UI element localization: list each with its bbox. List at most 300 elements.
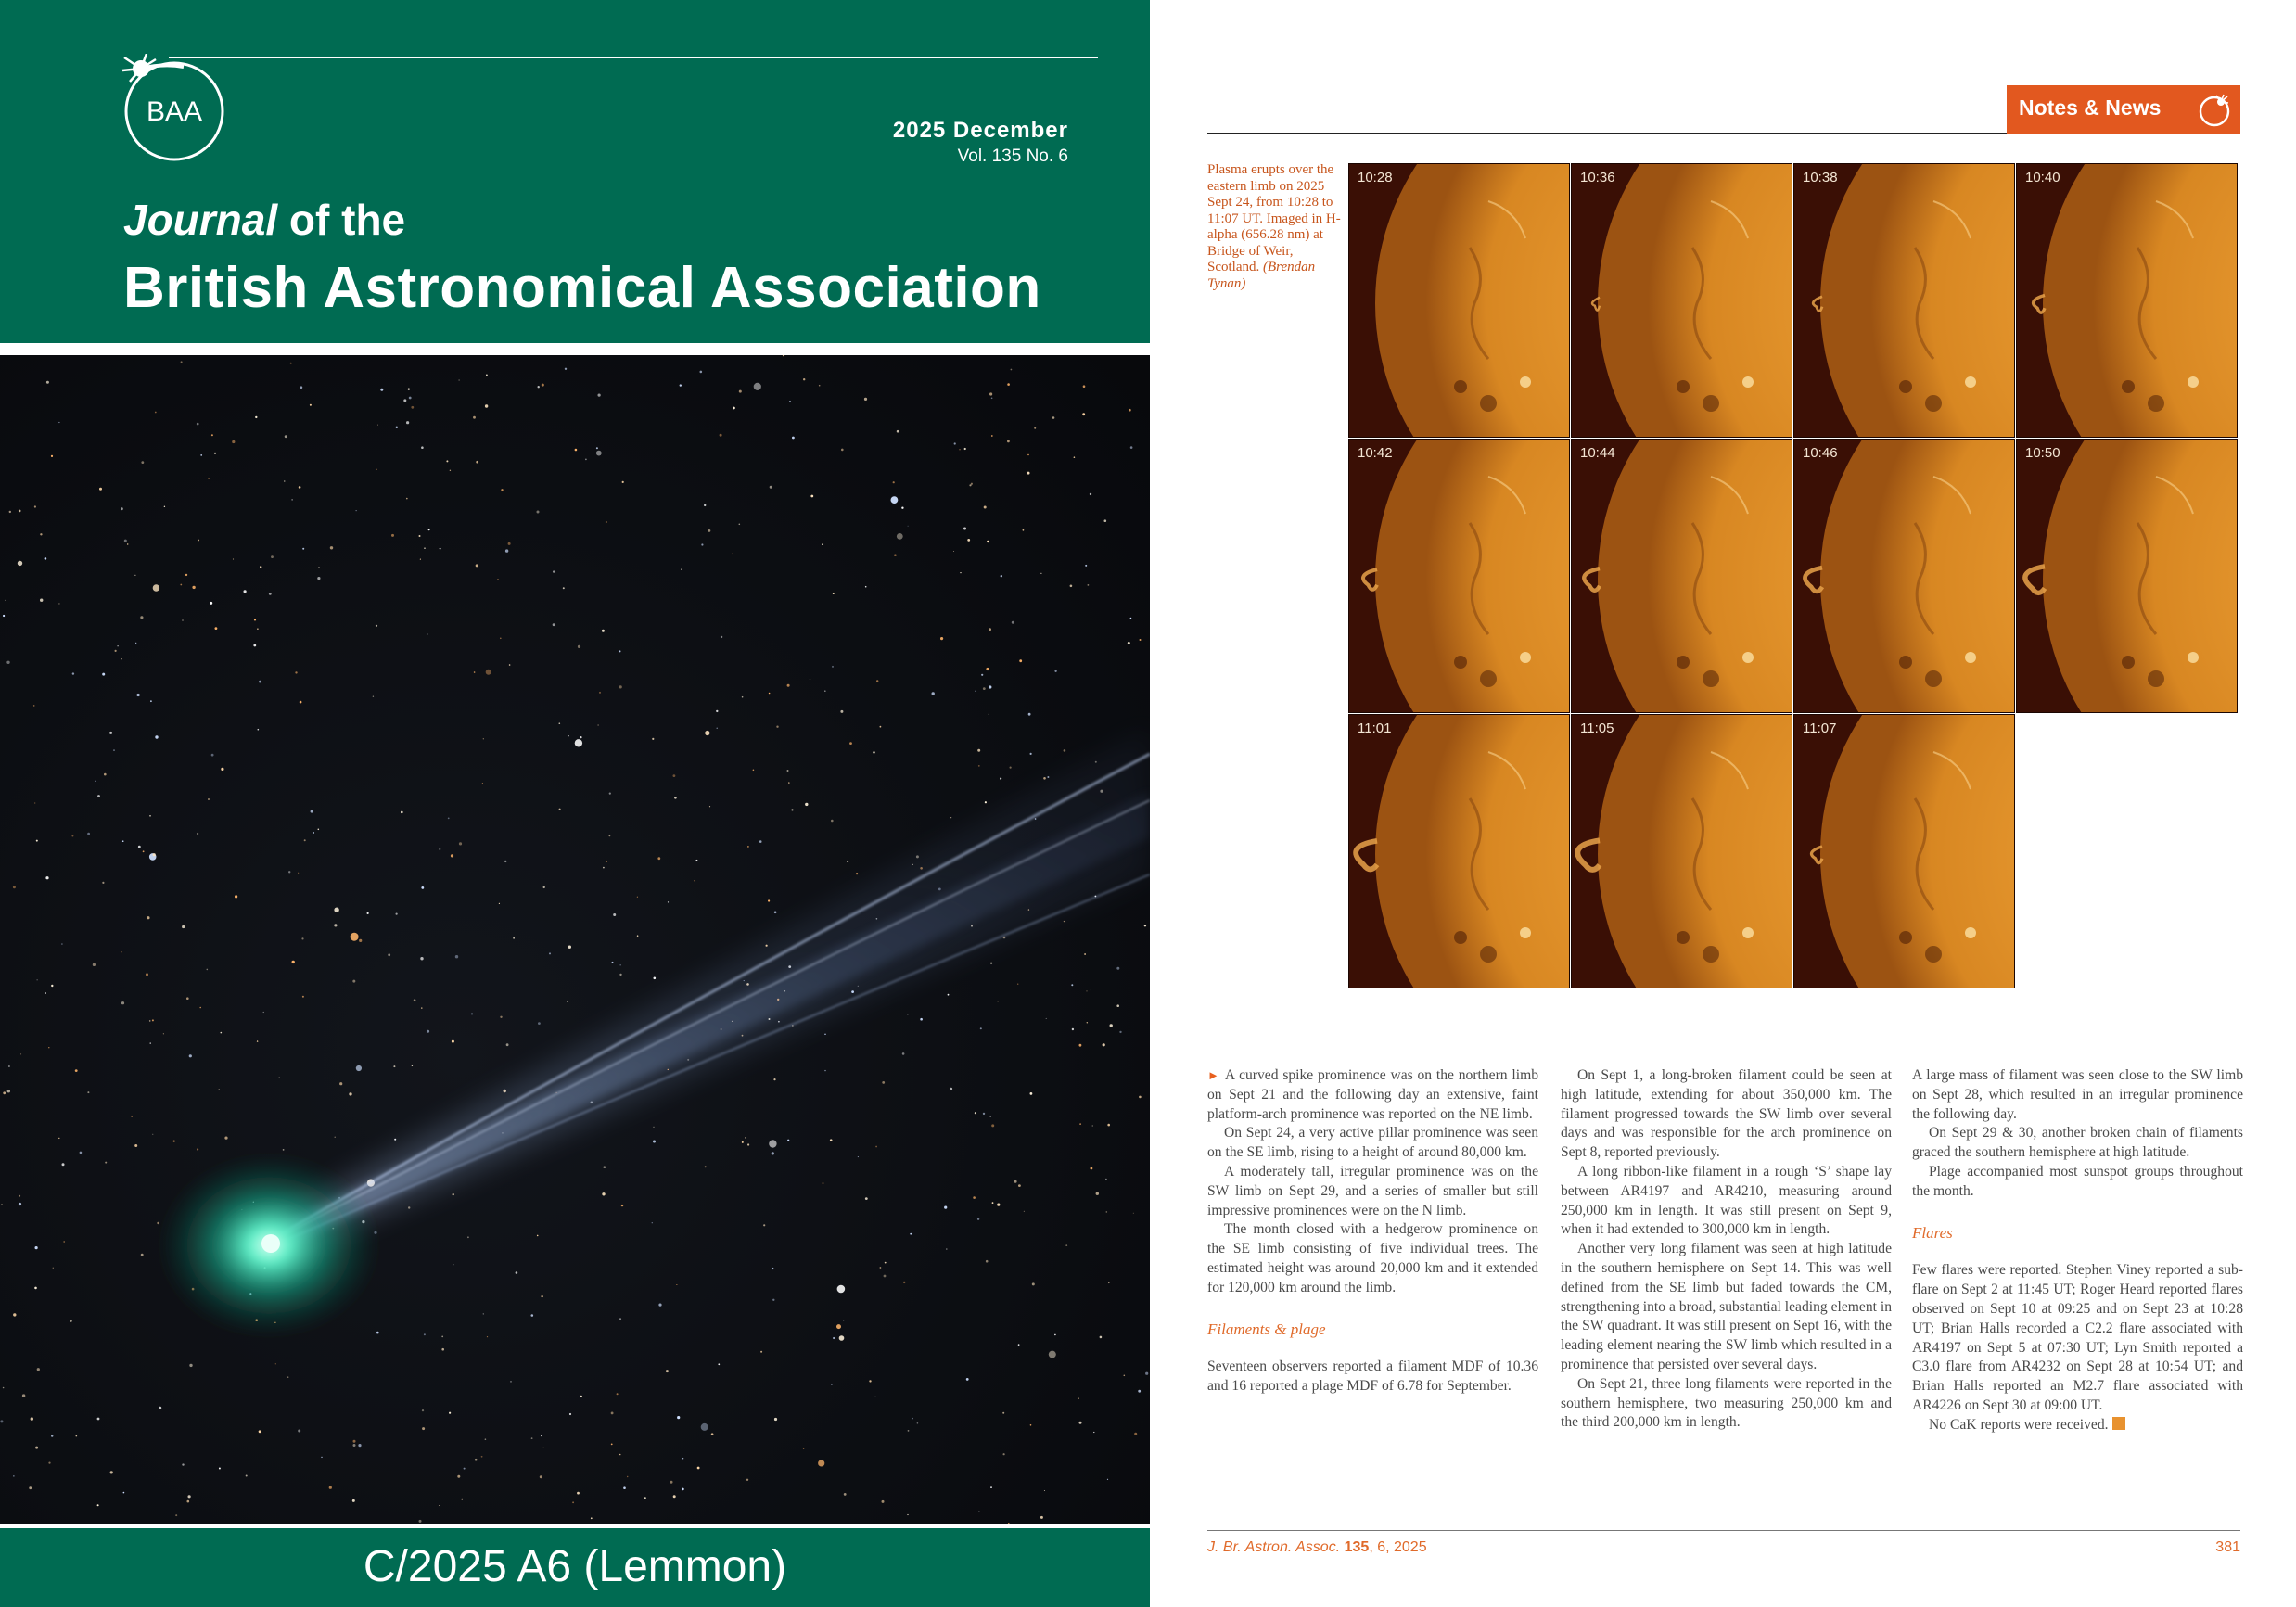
sun-frame — [1571, 163, 1792, 438]
of-the-word: of the — [277, 196, 406, 244]
star — [475, 1459, 478, 1461]
star — [932, 692, 935, 695]
star — [1087, 990, 1088, 991]
star — [621, 1205, 623, 1206]
star — [602, 1192, 605, 1195]
star — [903, 1282, 905, 1283]
star — [152, 1134, 153, 1135]
star — [1130, 618, 1132, 619]
star — [1011, 369, 1013, 371]
star — [335, 1137, 336, 1138]
star — [553, 570, 555, 572]
star — [1017, 984, 1018, 985]
star — [358, 1444, 361, 1447]
paragraph: Plage accompanied most sunspot groups throughout the month. — [1912, 1163, 2243, 1199]
star — [441, 1348, 444, 1351]
star — [1072, 1028, 1074, 1030]
star — [37, 979, 38, 980]
star — [849, 742, 852, 745]
star — [1096, 1192, 1099, 1195]
star — [1030, 1424, 1032, 1426]
star — [487, 1336, 488, 1337]
star — [747, 1143, 749, 1145]
star — [940, 637, 943, 640]
star — [1107, 1479, 1108, 1480]
star — [977, 749, 980, 752]
star — [902, 1052, 905, 1055]
star — [48, 1047, 49, 1048]
star — [211, 434, 213, 436]
star — [637, 935, 639, 937]
star — [509, 664, 511, 666]
star — [19, 1195, 20, 1197]
star — [652, 738, 654, 740]
star — [1014, 1180, 1017, 1183]
star — [609, 835, 611, 837]
star — [87, 1091, 89, 1093]
star — [45, 557, 47, 560]
star — [380, 389, 383, 391]
star — [989, 1116, 991, 1117]
star — [1007, 383, 1010, 386]
star — [122, 840, 124, 842]
star — [207, 969, 209, 971]
star — [1030, 753, 1032, 755]
star — [97, 1418, 100, 1421]
end-mark-icon — [2112, 1417, 2125, 1430]
star — [841, 449, 844, 452]
star — [58, 603, 59, 604]
star — [3, 1387, 5, 1389]
star — [146, 973, 148, 976]
star — [580, 1396, 582, 1397]
logo-text: BAA — [146, 96, 203, 127]
star — [1145, 1372, 1148, 1375]
star — [897, 430, 899, 433]
star — [35, 1246, 38, 1249]
figure-credit: (Brendan Tynan) — [1207, 260, 1316, 291]
star — [1002, 1412, 1004, 1414]
star — [20, 1053, 21, 1054]
star — [1108, 1282, 1109, 1283]
star — [666, 1370, 669, 1372]
star — [302, 996, 304, 998]
star — [483, 738, 484, 739]
star — [422, 1427, 425, 1430]
star — [975, 691, 976, 692]
star — [908, 1430, 910, 1432]
star — [598, 394, 601, 397]
star — [187, 1500, 190, 1503]
star — [37, 1368, 40, 1371]
star — [152, 1019, 154, 1021]
star — [61, 943, 63, 945]
article-page — [1150, 0, 2296, 1607]
star — [840, 710, 843, 713]
star — [127, 543, 128, 544]
star — [1040, 573, 1041, 574]
star — [283, 1149, 285, 1151]
star — [619, 1318, 621, 1320]
sun-frame — [1571, 714, 1792, 988]
star — [182, 619, 183, 620]
star — [150, 700, 152, 702]
star — [29, 1486, 32, 1489]
star — [987, 541, 989, 542]
star — [182, 1463, 184, 1465]
star — [617, 1393, 619, 1395]
star — [858, 1156, 859, 1157]
star — [875, 1146, 877, 1148]
star — [680, 384, 682, 386]
star — [449, 1412, 451, 1414]
star — [990, 1486, 992, 1488]
star — [391, 534, 394, 537]
star — [424, 548, 425, 549]
star — [124, 540, 127, 542]
sun-disc — [1598, 715, 1792, 988]
star — [153, 584, 159, 591]
star — [538, 386, 540, 388]
star — [653, 1127, 654, 1128]
star — [577, 1492, 580, 1495]
star — [45, 992, 46, 994]
star — [910, 1233, 912, 1235]
star — [40, 599, 43, 602]
star — [893, 481, 895, 483]
star — [1019, 659, 1022, 662]
star — [598, 724, 599, 725]
citation-issue-year: , 6, 2025 — [1369, 1539, 1427, 1555]
star — [474, 671, 476, 673]
paragraph: On Sept 24, a very active pillar prominence was seen on the SE limb, rising to a height of around 80,000 km. — [1207, 1125, 1538, 1161]
star — [1047, 776, 1049, 778]
star — [149, 815, 151, 817]
star — [376, 469, 377, 471]
star — [182, 925, 185, 928]
star — [200, 454, 202, 456]
star — [787, 684, 790, 687]
volume-number: Vol. 135 No. 6 — [957, 147, 1068, 166]
star — [451, 854, 453, 857]
frame-timestamp: 10:40 — [2025, 170, 2060, 185]
star — [833, 1337, 835, 1339]
paragraph: On Sept 1, a long-broken filament could be seen at high latitude, extending for about 350,000 km. The filament progressed towards the SW limb over several days and was responsible for the arch prominence on Sept 8, reported previously. — [1561, 1067, 1892, 1161]
star — [701, 1423, 708, 1431]
star — [258, 729, 260, 731]
star — [788, 782, 790, 784]
star — [700, 371, 703, 374]
star — [485, 1438, 487, 1440]
star — [3, 1091, 6, 1094]
star — [150, 1042, 151, 1043]
star — [1040, 1516, 1043, 1519]
paragraph: A moderately tall, irregular prominence was on the SW limb on Sept 29, and a series of smaller but still impressive prominences were on the N limb. — [1207, 1163, 1538, 1218]
star — [138, 846, 141, 848]
sun-frame — [2016, 163, 2238, 438]
star — [1107, 1124, 1110, 1127]
star — [832, 666, 834, 668]
star — [823, 1182, 824, 1184]
star — [441, 1336, 443, 1338]
star — [260, 566, 261, 568]
star — [1088, 584, 1090, 586]
star — [235, 895, 237, 898]
star — [76, 1435, 78, 1437]
figure-caption — [1207, 162, 1345, 292]
star — [140, 616, 143, 619]
page-number: 381 — [2215, 1539, 2240, 1555]
star — [269, 593, 272, 595]
star — [310, 404, 312, 406]
star — [1129, 409, 1131, 412]
sun-frame — [1793, 439, 2015, 713]
star — [721, 636, 722, 638]
star — [299, 486, 301, 489]
star — [954, 442, 956, 444]
star — [575, 449, 578, 452]
star — [920, 1018, 923, 1021]
star — [476, 564, 478, 567]
star — [882, 1500, 885, 1503]
star — [18, 561, 22, 566]
star — [1138, 1390, 1141, 1393]
star — [1001, 575, 1002, 577]
star — [467, 1236, 469, 1238]
star — [173, 1141, 175, 1142]
star — [292, 961, 295, 963]
star — [406, 498, 408, 500]
star — [1064, 749, 1066, 752]
star — [159, 1407, 161, 1409]
star — [284, 480, 285, 481]
star — [1092, 1125, 1093, 1126]
sun-icon — [2196, 92, 2233, 129]
star — [287, 1377, 288, 1378]
star — [406, 421, 409, 424]
star — [739, 390, 742, 393]
star — [978, 765, 980, 767]
star — [1116, 967, 1119, 970]
star — [596, 451, 602, 456]
star — [199, 1007, 201, 1009]
star — [622, 481, 624, 483]
star — [980, 1027, 982, 1029]
star — [963, 528, 966, 530]
star — [219, 1089, 220, 1090]
star — [97, 1504, 99, 1506]
star — [275, 1363, 276, 1364]
star — [837, 1285, 846, 1294]
star — [461, 1499, 463, 1500]
sun-disc-image — [1349, 440, 1569, 712]
star — [599, 692, 601, 694]
star — [373, 696, 374, 697]
star — [985, 801, 987, 803]
star — [19, 510, 21, 513]
star — [542, 1295, 543, 1297]
star — [180, 584, 182, 586]
frame-timestamp: 10:36 — [1580, 170, 1615, 185]
star — [673, 1495, 676, 1498]
star — [7, 1090, 10, 1092]
star — [353, 1440, 356, 1443]
star — [1105, 1179, 1107, 1180]
star — [290, 363, 292, 364]
sun-disc-image — [1794, 440, 2014, 712]
star — [439, 848, 440, 850]
star — [300, 701, 302, 704]
citation-volume: 135 — [1344, 1539, 1370, 1555]
star — [830, 1139, 833, 1141]
star — [1087, 1022, 1088, 1023]
star — [824, 1034, 825, 1035]
star — [717, 728, 718, 729]
star — [19, 1203, 21, 1205]
star — [421, 1007, 422, 1008]
star — [613, 913, 616, 916]
star — [908, 526, 909, 527]
star — [147, 916, 149, 919]
star — [810, 495, 813, 498]
star — [135, 643, 136, 644]
star — [513, 937, 515, 939]
star — [718, 1363, 720, 1365]
figure-caption-text: Plasma erupts over the eastern limb on 2025 Sept 24, from 10:28 to 11:07 UT. Imaged in H-alpha (656.28 nm) at Bridge of Weir, Scotland. — [1207, 162, 1341, 274]
star — [637, 897, 638, 898]
paragraph: A long ribbon-like filament in a rough ‘S’ shape lay between AR4197 and AR4210, measuring around 250,000 km in length. It was still present on Sept 9, when it had extended to 300,000 km in length. — [1561, 1163, 1892, 1238]
cover-footer-band — [0, 1528, 1150, 1607]
star — [1116, 1004, 1119, 1007]
star — [644, 1497, 646, 1499]
star — [388, 953, 390, 956]
text-column-3 — [1912, 1066, 2243, 1435]
frame-timestamp: 11:05 — [1580, 721, 1614, 736]
star — [500, 638, 502, 640]
star — [211, 754, 214, 757]
star — [901, 507, 903, 509]
sun-disc-image — [2017, 440, 2237, 712]
star — [257, 1040, 258, 1041]
star — [393, 1065, 395, 1067]
star — [367, 912, 369, 914]
paragraph: The month closed with a hedgerow prominence on the SE limb consisting of five individual trees. The estimated height was around 20,000 km and it extended for 120,000 km around the limb. — [1207, 1221, 1538, 1295]
star — [9, 511, 11, 513]
star — [482, 783, 483, 784]
sun-frame — [1571, 439, 1792, 713]
issue-date: 2025 December — [892, 118, 1068, 143]
star — [805, 803, 808, 806]
paragraph: On Sept 21, three long filaments were reported in the southern hemisphere, two measuring 250,000 km and the third 200,000 km in length. — [1561, 1375, 1892, 1431]
star — [885, 1262, 887, 1264]
star — [959, 449, 960, 450]
star — [208, 798, 210, 800]
sun-frame — [1793, 163, 2015, 438]
prominence — [1577, 840, 1600, 870]
star — [792, 437, 795, 440]
star — [506, 1043, 509, 1046]
star — [110, 1471, 113, 1473]
star — [253, 644, 256, 647]
star — [768, 899, 770, 901]
star — [1018, 1184, 1021, 1187]
star — [501, 489, 503, 491]
star — [244, 590, 247, 593]
star — [157, 1222, 159, 1224]
star — [246, 1475, 248, 1477]
star — [497, 579, 498, 580]
star — [609, 793, 611, 795]
star — [291, 499, 292, 500]
star — [102, 673, 105, 676]
paragraph: Seventeen observers reported a filament MDF of 10.36 and 16 reported a plage MDF of 6.78 for September. — [1207, 1358, 1538, 1395]
star — [351, 933, 359, 941]
journal-abbreviation: J. Br. Astron. Assoc. — [1207, 1539, 1341, 1555]
star — [531, 1314, 534, 1317]
sun-disc-image — [1572, 715, 1792, 988]
prominence — [2025, 567, 2045, 593]
star — [705, 731, 709, 735]
masthead-rule — [169, 57, 1098, 58]
star — [412, 1065, 413, 1066]
star — [819, 385, 821, 387]
star — [221, 1032, 223, 1034]
star — [483, 1313, 484, 1314]
star — [747, 846, 749, 848]
star — [553, 623, 555, 626]
star — [986, 668, 989, 670]
frame-timestamp: 10:42 — [1358, 445, 1393, 461]
star — [1027, 472, 1030, 475]
star — [72, 672, 74, 674]
frame-timestamp: 10:46 — [1803, 445, 1838, 461]
star — [596, 447, 598, 449]
star — [619, 974, 621, 976]
star — [1052, 416, 1055, 419]
star — [189, 1364, 192, 1367]
star — [673, 774, 676, 777]
star — [991, 1124, 994, 1127]
star — [578, 645, 580, 648]
star — [197, 833, 198, 835]
star — [134, 1144, 137, 1147]
star — [192, 586, 195, 589]
star — [58, 422, 59, 423]
star — [317, 577, 320, 580]
star — [824, 1070, 825, 1071]
star — [35, 1447, 38, 1449]
star — [257, 628, 259, 630]
sun-disc — [1598, 164, 1792, 437]
star — [210, 602, 212, 605]
star — [189, 1054, 192, 1057]
star — [232, 440, 235, 443]
star — [567, 1001, 568, 1002]
subheading-flares: Flares — [1912, 1223, 1953, 1242]
star — [754, 383, 761, 390]
star — [711, 1433, 714, 1435]
star — [459, 842, 462, 845]
star — [301, 937, 303, 939]
star — [769, 1140, 776, 1147]
star — [944, 1206, 947, 1209]
star — [708, 529, 711, 532]
star — [745, 1137, 746, 1138]
star — [452, 1040, 454, 1043]
star — [953, 551, 954, 552]
star — [318, 567, 320, 568]
star — [219, 1468, 221, 1470]
